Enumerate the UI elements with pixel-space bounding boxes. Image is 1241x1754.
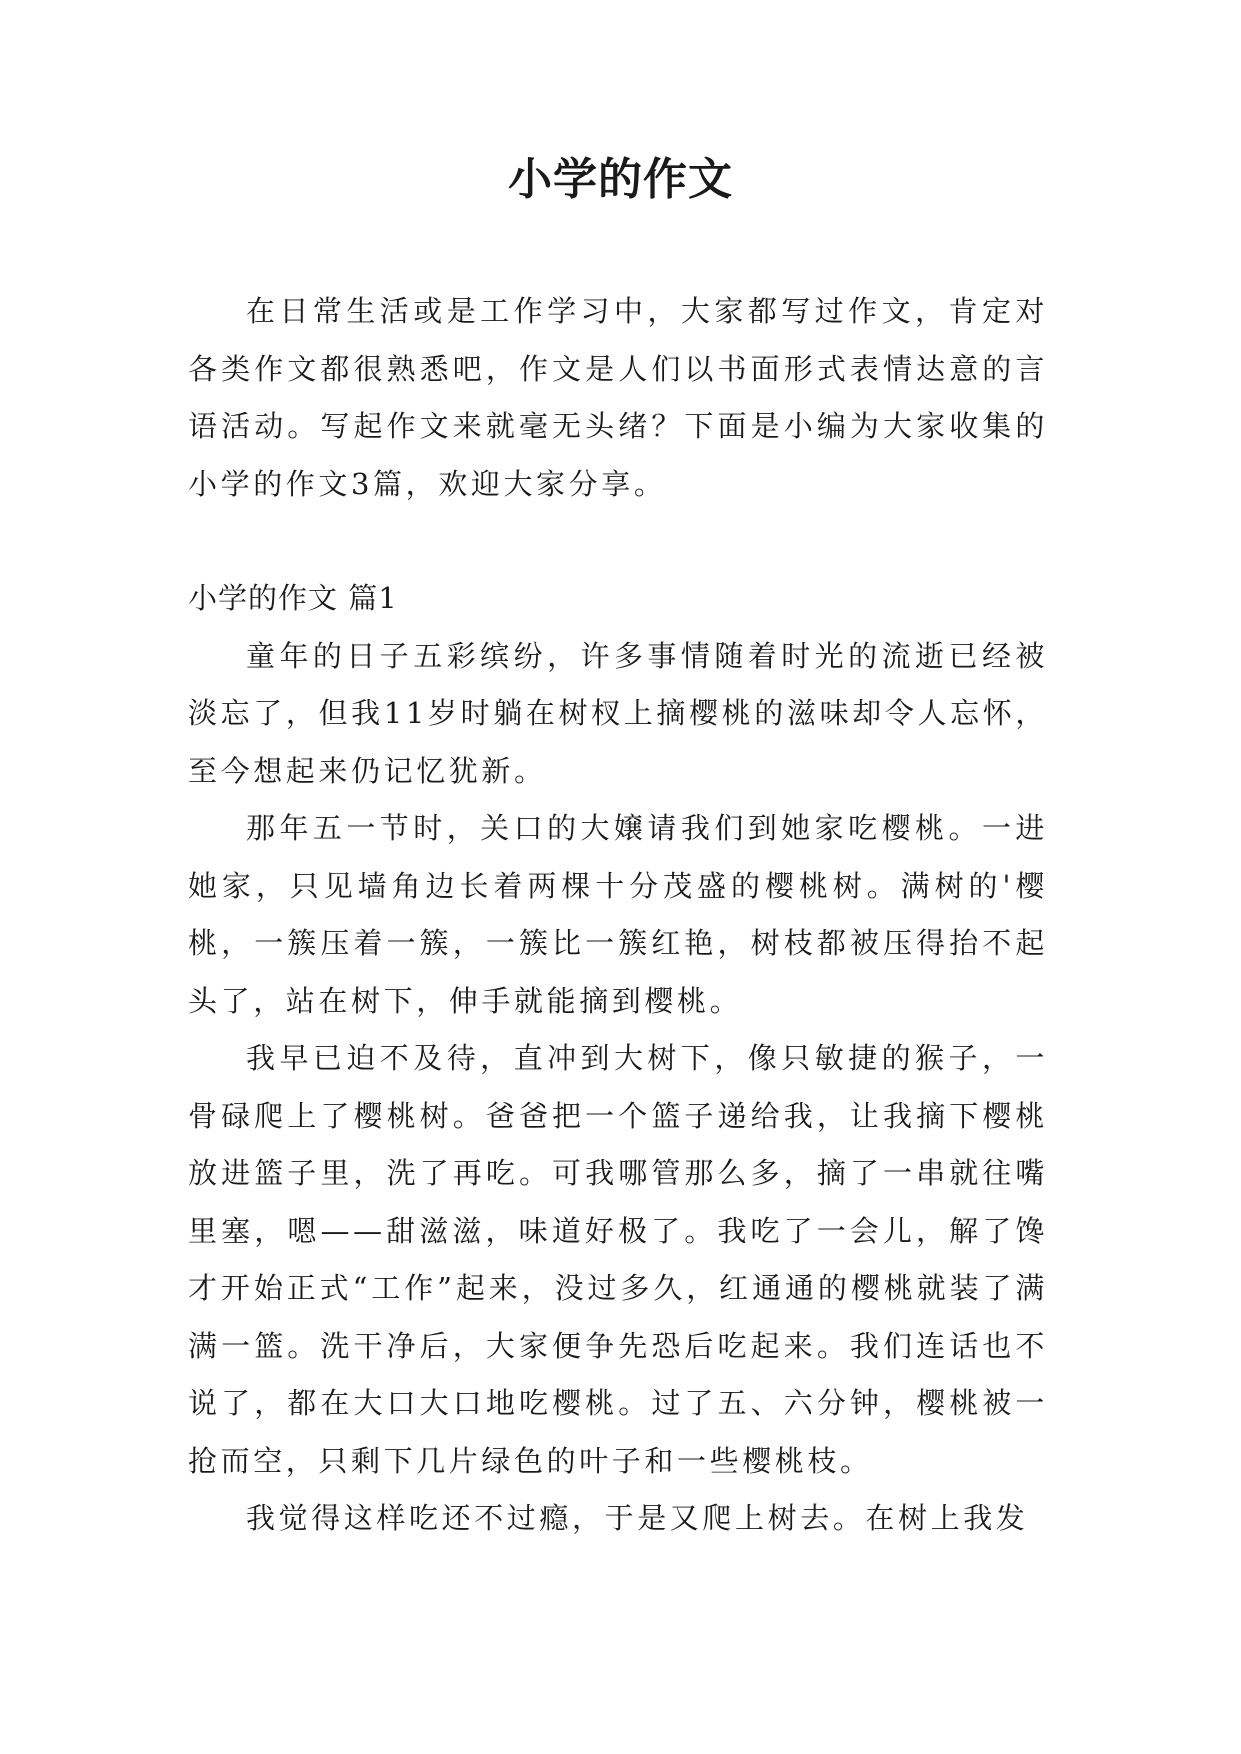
document-body — [188, 283, 1048, 1548]
document-title: 小学的作文 — [508, 154, 733, 205]
intro-paragraph: 在日常生活或是工作学习中，大家都写过作文，肯定对各类作文都很熟悉吧，作文是人们以书面形式表情达意的言语活动。写起作文来就毫无头绪？下面是小编为大家收集的小学的作文3篇，欢迎大家分享。 — [188, 294, 1048, 501]
body-paragraph: 我觉得这样吃还不过瘾，于是又爬上树去。在树上我发 — [246, 1501, 1029, 1535]
body-paragraph: 童年的日子五彩缤纷，许多事情随着时光的流逝已经被淡忘了，但我11岁时躺在树杈上摘樱桃的滋味却令人忘怀，至今想起来仍记忆犹新。 — [188, 638, 1048, 788]
section-heading: 小学的作文 篇1 — [188, 581, 398, 615]
body-paragraph: 我早已迫不及待，直冲到大树下，像只敏捷的猴子，一骨碌爬上了樱桃树。爸爸把一个篮子递给我，让我摘下樱桃放进篮子里，洗了再吃。可我哪管那么多，摘了一串就往嘴里塞，嗯——甜滋滋，味道好极了。我吃了一会儿，解了馋才开始正式“工作”起来，没过多久，红通通的樱桃就装了满满一篮。洗干净后，大家便争先恐后吃起来。我们连话也不说了，都在大口大口地吃樱桃。过了五、六分钟，樱桃被一抢而空，只剩下几片绿色的叶子和一些樱桃枝。 — [188, 1041, 1048, 1478]
body-paragraph: 那年五一节时，关口的大嬢请我们到她家吃樱桃。一进她家，只见墙角边长着两棵十分茂盛的樱桃树。满树的'樱桃，一簇压着一簇，一簇比一簇红艳，树枝都被压得抬不起头了，站在树下，伸手就能摘到樱桃。 — [188, 811, 1048, 1018]
